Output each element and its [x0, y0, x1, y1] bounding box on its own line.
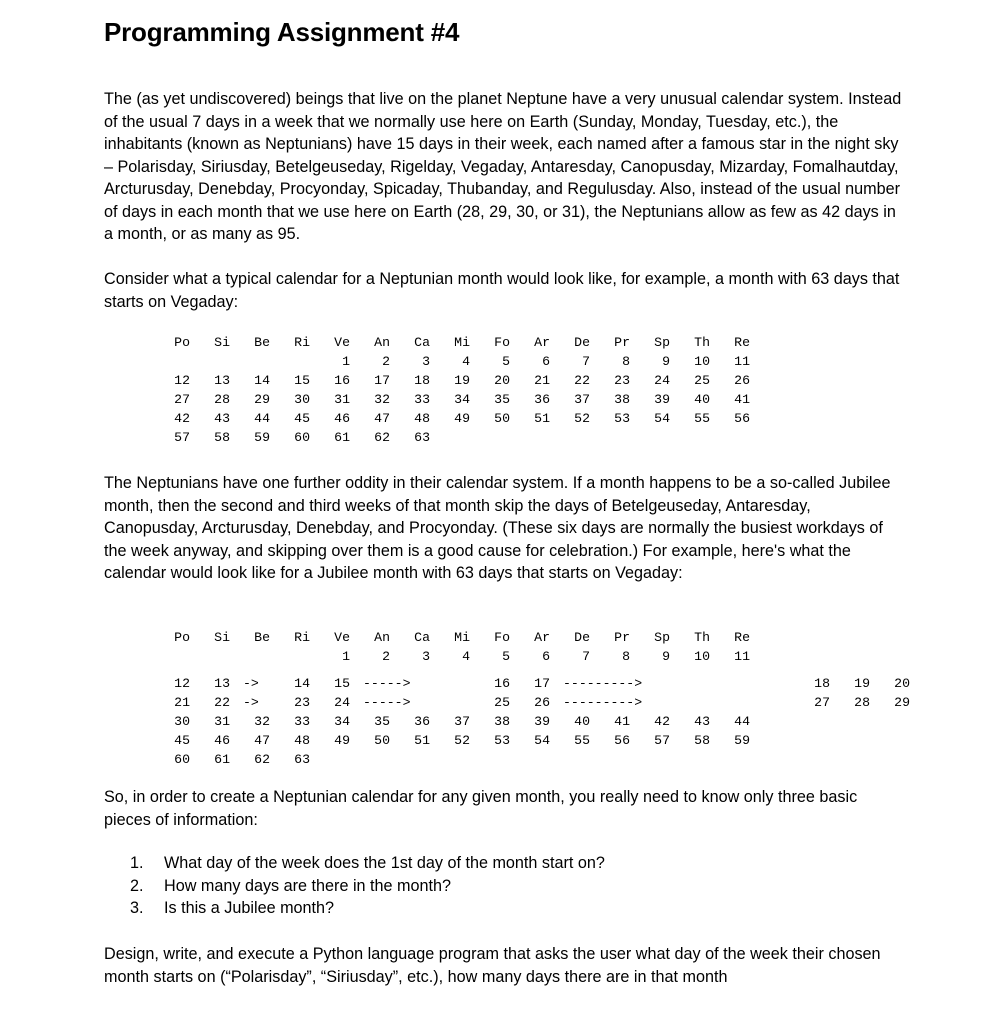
calendar-week-row — [150, 693, 910, 712]
day-header: Ca — [414, 335, 430, 350]
day-number: 28 — [854, 695, 870, 710]
calendar-week-row — [150, 409, 770, 428]
day-number: 25 — [494, 695, 510, 710]
skipped-days-arrow: -----> — [363, 695, 411, 710]
day-number: 41 — [614, 714, 630, 729]
day-number: 23 — [614, 373, 630, 388]
day-number: 60 — [294, 430, 310, 445]
calendar-week-row — [150, 731, 770, 750]
day-number: 53 — [614, 411, 630, 426]
day-header: Ri — [294, 335, 310, 350]
day-number: 6 — [542, 354, 550, 369]
questions-list — [130, 852, 605, 920]
list-number: 3. — [130, 899, 144, 917]
day-number: 33 — [294, 714, 310, 729]
day-number: 39 — [654, 392, 670, 407]
day-number: 13 — [214, 373, 230, 388]
day-number: 33 — [414, 392, 430, 407]
day-number: 17 — [374, 373, 390, 388]
day-number: 3 — [422, 649, 430, 664]
day-number: 13 — [214, 676, 230, 691]
day-number: 58 — [694, 733, 710, 748]
skipped-days-arrow: ---------> — [563, 695, 643, 710]
skipped-days-arrow: -> — [243, 695, 259, 710]
day-header: Po — [174, 630, 190, 645]
day-header: Po — [174, 335, 190, 350]
day-number: 61 — [214, 752, 230, 767]
day-number: 52 — [454, 733, 470, 748]
day-number: 51 — [414, 733, 430, 748]
day-number: 8 — [622, 649, 630, 664]
day-number: 51 — [534, 411, 550, 426]
day-number: 42 — [174, 411, 190, 426]
day-number: 11 — [734, 649, 750, 664]
day-number: 44 — [734, 714, 750, 729]
day-number: 45 — [294, 411, 310, 426]
day-number: 18 — [414, 373, 430, 388]
list-number: 1. — [130, 854, 144, 872]
day-header: Ve — [334, 630, 350, 645]
list-number: 2. — [130, 876, 144, 895]
day-header: Th — [694, 630, 710, 645]
calendar-week-row — [150, 390, 770, 409]
jubilee-paragraph: The Neptunians have one further oddity in their calendar system. If a month happens to be a so-called Jubilee month, then the second and third weeks of that month skip the days of Betelgeuseday, Antaresday, Canopusday, Arcturusday, Denebday, and Procyonday. (These six days are normally the busiest workdays of the week anyway, and skipping over them is a good cause for celebration.) For example, here's what the calendar would look like for a Jubilee month with 63 days that starts on Vegaday: — [104, 474, 891, 582]
day-header: Mi — [454, 630, 470, 645]
day-number: 21 — [534, 373, 550, 388]
design-paragraph: Design, write, and execute a Python language program that asks the user what day of the week their chosen month starts on (“Polarisday”, “Siriusday”, etc.), how many days there are in that month — [104, 945, 881, 986]
calendar-week-row — [150, 371, 770, 390]
day-number: 16 — [334, 373, 350, 388]
day-number: 54 — [654, 411, 670, 426]
day-number: 48 — [294, 733, 310, 748]
page-title: Programming Assignment #4 — [104, 17, 460, 47]
day-number: 58 — [214, 430, 230, 445]
day-number: 44 — [254, 411, 270, 426]
skipped-days-arrow: -----> — [363, 676, 411, 691]
calendar-week-row — [150, 647, 770, 666]
day-header: Ar — [534, 335, 550, 350]
day-number: 46 — [334, 411, 350, 426]
skipped-days-arrow: -> — [243, 676, 259, 691]
day-number: 54 — [534, 733, 550, 748]
day-header: Re — [734, 335, 750, 350]
day-number: 49 — [334, 733, 350, 748]
day-number: 4 — [462, 354, 470, 369]
day-number: 34 — [334, 714, 350, 729]
day-number: 32 — [254, 714, 270, 729]
day-header: Pr — [614, 335, 630, 350]
day-number: 45 — [174, 733, 190, 748]
calendar-header-row — [150, 628, 770, 647]
day-number: 37 — [454, 714, 470, 729]
day-number: 11 — [734, 354, 750, 369]
day-number: 55 — [694, 411, 710, 426]
day-number: 25 — [694, 373, 710, 388]
day-header: Be — [254, 335, 270, 350]
day-number: 6 — [542, 649, 550, 664]
day-number: 19 — [454, 373, 470, 388]
day-number: 24 — [654, 373, 670, 388]
day-number: 26 — [734, 373, 750, 388]
day-header: Ar — [534, 630, 550, 645]
day-number: 60 — [174, 752, 190, 767]
list-item — [130, 897, 605, 920]
day-number: 29 — [894, 695, 910, 710]
day-header: Sp — [654, 335, 670, 350]
day-number: 27 — [814, 695, 830, 710]
day-number: 1 — [342, 649, 350, 664]
day-number: 63 — [414, 430, 430, 445]
list-text: What day of the week does the 1st day of the month start on? — [164, 854, 605, 872]
regular-calendar-table — [150, 333, 770, 447]
day-number: 14 — [254, 373, 270, 388]
day-number: 50 — [374, 733, 390, 748]
day-header: Be — [254, 630, 270, 645]
day-header: Pr — [614, 630, 630, 645]
info-paragraph: So, in order to create a Neptunian calendar for any given month, you really need to know only three basic pieces of information: — [104, 788, 858, 829]
calendar-week-row — [150, 712, 770, 731]
day-header: Ri — [294, 630, 310, 645]
day-number: 20 — [894, 676, 910, 691]
day-number: 50 — [494, 411, 510, 426]
day-number: 41 — [734, 392, 750, 407]
day-number: 19 — [854, 676, 870, 691]
day-header: De — [574, 630, 590, 645]
day-number: 12 — [174, 676, 190, 691]
day-number: 53 — [494, 733, 510, 748]
day-number: 5 — [502, 354, 510, 369]
calendar-week-row — [150, 352, 770, 371]
day-number: 23 — [294, 695, 310, 710]
day-number: 62 — [254, 752, 270, 767]
day-number: 47 — [254, 733, 270, 748]
day-number: 35 — [374, 714, 390, 729]
day-number: 2 — [382, 354, 390, 369]
day-number: 35 — [494, 392, 510, 407]
day-number: 55 — [574, 733, 590, 748]
day-number: 40 — [694, 392, 710, 407]
day-number: 27 — [174, 392, 190, 407]
day-number: 59 — [254, 430, 270, 445]
day-number: 15 — [334, 676, 350, 691]
day-header: Ve — [334, 335, 350, 350]
day-number: 28 — [214, 392, 230, 407]
day-number: 38 — [494, 714, 510, 729]
jubilee-calendar-table — [150, 628, 910, 769]
day-number: 36 — [534, 392, 550, 407]
day-header: An — [374, 335, 390, 350]
list-item — [130, 875, 605, 898]
day-number: 7 — [582, 354, 590, 369]
day-header: Mi — [454, 335, 470, 350]
day-number: 2 — [382, 649, 390, 664]
day-number: 38 — [614, 392, 630, 407]
day-number: 3 — [422, 354, 430, 369]
day-header: De — [574, 335, 590, 350]
day-header: Re — [734, 630, 750, 645]
list-text: Is this a Jubilee month? — [164, 899, 335, 917]
day-number: 43 — [214, 411, 230, 426]
calendar-header-row — [150, 333, 770, 352]
day-number: 30 — [294, 392, 310, 407]
day-number: 61 — [334, 430, 350, 445]
day-number: 37 — [574, 392, 590, 407]
day-number: 46 — [214, 733, 230, 748]
day-number: 29 — [254, 392, 270, 407]
day-number: 32 — [374, 392, 390, 407]
list-text: How many days are there in the month? — [164, 876, 452, 895]
calendar-week-row — [150, 674, 910, 693]
calendar-week-row — [150, 750, 770, 769]
day-number: 22 — [574, 373, 590, 388]
day-number: 31 — [334, 392, 350, 407]
day-number: 16 — [494, 676, 510, 691]
day-number: 59 — [734, 733, 750, 748]
day-header: Fo — [494, 335, 510, 350]
day-number: 47 — [374, 411, 390, 426]
day-number: 12 — [174, 373, 190, 388]
example-intro-paragraph: Consider what a typical calendar for a Neptunian month would look like, for example, a month with 63 days that starts on Vegaday: — [104, 270, 900, 311]
day-number: 7 — [582, 649, 590, 664]
day-header: Ca — [414, 630, 430, 645]
day-number: 43 — [694, 714, 710, 729]
day-header: Th — [694, 335, 710, 350]
day-number: 34 — [454, 392, 470, 407]
list-item — [130, 852, 605, 875]
day-number: 14 — [294, 676, 310, 691]
day-number: 30 — [174, 714, 190, 729]
day-number: 48 — [414, 411, 430, 426]
day-number: 26 — [534, 695, 550, 710]
day-number: 42 — [654, 714, 670, 729]
day-number: 56 — [734, 411, 750, 426]
day-number: 9 — [662, 354, 670, 369]
day-header: An — [374, 630, 390, 645]
day-number: 40 — [574, 714, 590, 729]
day-number: 39 — [534, 714, 550, 729]
day-number: 36 — [414, 714, 430, 729]
day-number: 20 — [494, 373, 510, 388]
day-number: 4 — [462, 649, 470, 664]
day-number: 15 — [294, 373, 310, 388]
day-number: 62 — [374, 430, 390, 445]
skipped-days-arrow: ---------> — [563, 676, 643, 691]
calendar-week-row — [150, 428, 770, 447]
intro-paragraph: The (as yet undiscovered) beings that live on the planet Neptune have a very unusual calendar system. Instead of the usual 7 days in a week that we normally use here on Earth (Sunday, Monday, Tuesday, etc.), the inhabitants (known as Neptunians) have 15 days in their week, each named after a famous star in the night sky – Polarisday, Siriusday, Betelgeuseday, Rigelday, Vegaday, Antaresday, Canopusday, Mizarday, Fomalhautday, Arcturusday, Denebday, Procyonday, Spicaday, Thubanday, and Regulusday. Also, instead of the usual number of days in each month that we use here on Earth (28, 29, 30, or 31), the Neptunians allow as few as 42 days in a month, or as many as 95. — [104, 90, 902, 243]
day-number: 10 — [694, 649, 710, 664]
day-number: 18 — [814, 676, 830, 691]
day-number: 22 — [214, 695, 230, 710]
day-header: Sp — [654, 630, 670, 645]
day-number: 63 — [294, 752, 310, 767]
day-number: 57 — [174, 430, 190, 445]
day-number: 21 — [174, 695, 190, 710]
day-number: 8 — [622, 354, 630, 369]
day-header: Si — [214, 335, 230, 350]
day-header: Si — [214, 630, 230, 645]
day-number: 17 — [534, 676, 550, 691]
day-number: 10 — [694, 354, 710, 369]
day-number: 49 — [454, 411, 470, 426]
day-number: 1 — [342, 354, 350, 369]
day-number: 31 — [214, 714, 230, 729]
day-header: Fo — [494, 630, 510, 645]
day-number: 52 — [574, 411, 590, 426]
day-number: 56 — [614, 733, 630, 748]
day-number: 24 — [334, 695, 350, 710]
day-number: 9 — [662, 649, 670, 664]
day-number: 57 — [654, 733, 670, 748]
day-number: 5 — [502, 649, 510, 664]
